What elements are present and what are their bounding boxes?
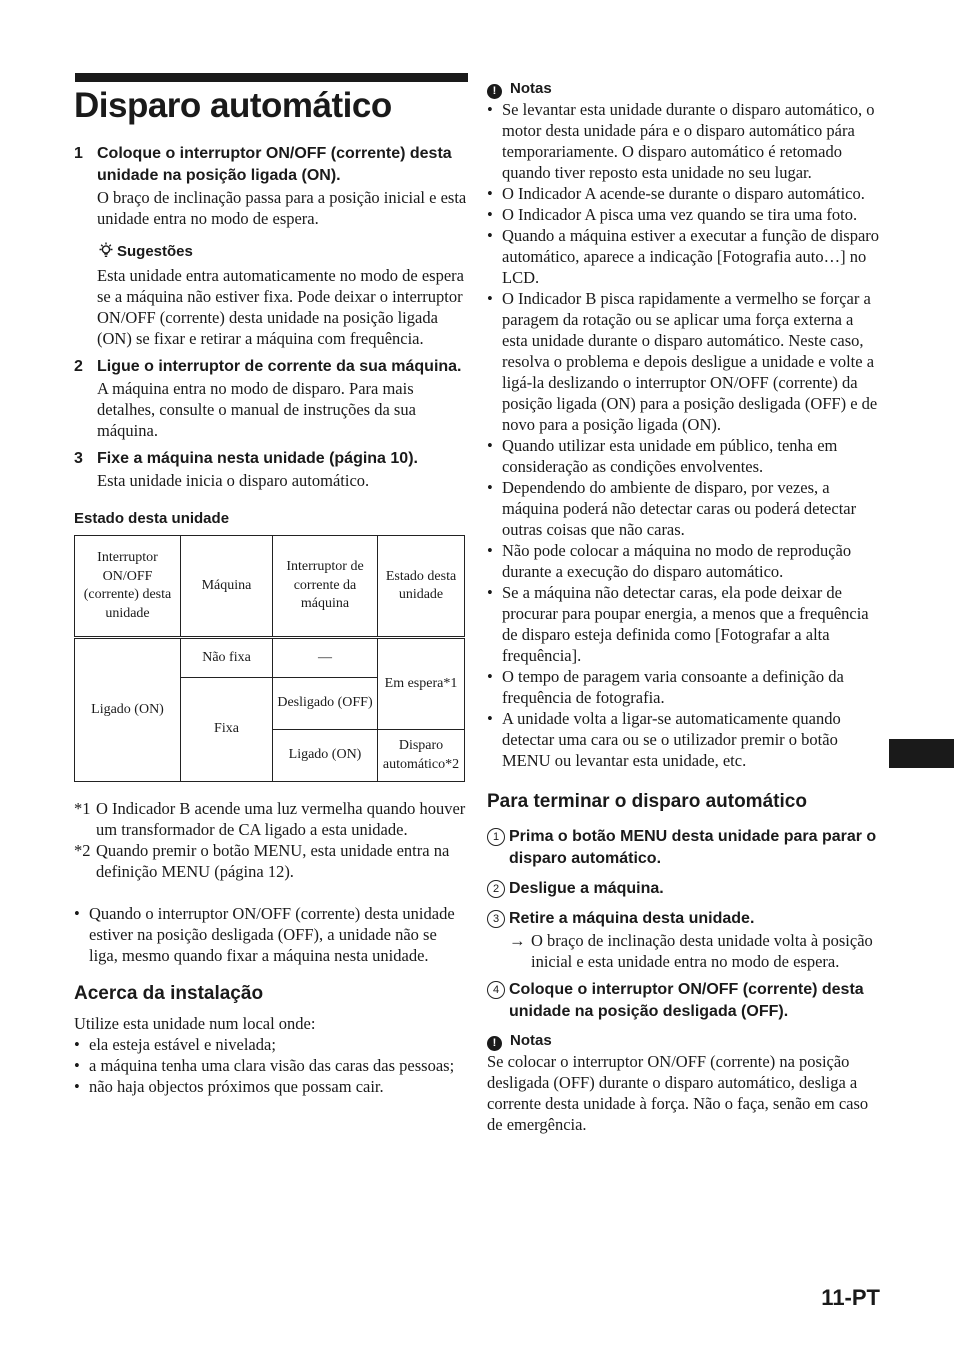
state-table-label: Estado desta unidade [74,510,230,527]
caution-icon: ! [487,1036,502,1051]
list-item: • Se levantar esta unidade durante o disparo automático, o motor desta unidade pára e o disparo automático pára temporariamente. O disparo automático é retomado quando tiver reposto esta unidade no seu lugar. [487,99,882,183]
list-item: • O Indicador B pisca rapidamente a vermelho se forçar a paragem da rotação ou se aplicar uma força externa a esta unidade durante o disparo automático. Neste caso, resolva o problema e depois desligue a unidade e volte a ligá-la deslizando o interruptor ON/OFF (corrente) da posição ligada (ON) para a posição desligada (OFF) e de novo para a posição ligada (ON). [487,288,882,435]
table-cell: Ligado (ON) [75,638,181,782]
step-3-body: Esta unidade inicia o disparo automático. [97,471,370,490]
table-cell: Ligado (ON) [273,730,378,782]
finish-result [509,930,882,972]
step-3 [74,448,468,491]
finish-step-text: Coloque o interruptor ON/OFF (corrente) desta unidade na posição desligada (OFF). [509,981,864,1020]
list-item: • a máquina tenha uma clara visão das caras das pessoas; [74,1055,468,1076]
finish-step-text: Retire a máquina desta unidade. [509,910,755,927]
step-2-heading: Ligue o interruptor de corrente da sua máquina. [97,358,462,375]
table-cell: Disparo automático*2 [378,730,465,782]
tips-block [74,241,468,349]
state-table [74,535,465,782]
step-2 [74,356,468,441]
installation-heading: Acerca da instalação [74,983,264,1004]
step-2-body: A máquina entra no modo de disparo. Para mais detalhes, consulte o manual de instruções da sua máquina. [97,379,416,440]
footnote-text: O Indicador B acende uma luz vermelha quando houver um transformador de CA ligado a esta unidade. [96,799,466,839]
lightbulb-icon [97,241,115,265]
step-1 [74,143,468,229]
table-cell: — [273,638,378,678]
table-cell: Desligado (OFF) [273,678,378,730]
footnotes [74,798,468,882]
finish-step-2 [487,878,882,900]
circled-number: 1 [487,828,505,846]
list-item: • Quando a máquina estiver a executar a função de disparo automático, aparece a indicação [Fotografia auto…] no LCD. [487,225,882,288]
list-item: • não haja objectos próximos que possam cair. [74,1076,468,1097]
finish-step-text: Prima o botão MENU desta unidade para parar o disparo automático. [509,828,877,867]
finish-step-3 [487,908,882,972]
list-item: • Não pode colocar a máquina no modo de reprodução durante a execução do disparo automático. [487,540,882,582]
title-rule [75,73,468,82]
step-3-heading: Fixe a máquina nesta unidade (página 10). [97,450,418,467]
list-item: • Dependendo do ambiente de disparo, por vezes, a máquina poderá não detectar caras ou poderá detectar outras coisas que não caras. [487,477,882,540]
list-item: • O Indicador A acende-se durante o disparo automático. [487,183,882,204]
footnote-mark: *1 [74,799,91,818]
step-1-number: 1 [74,145,83,162]
section-tab [889,739,954,768]
finish-step-4 [487,979,882,1023]
step-3-number: 3 [74,450,83,467]
page-title: Disparo automático [74,86,392,125]
notes-label: Notas [510,1032,552,1049]
footnote-text: Quando premir o botão MENU, esta unidade entra na definição MENU (página 12). [96,841,450,881]
step-1-heading: Coloque o interruptor ON/OFF (corrente) desta unidade na posição ligada (ON). [97,145,452,184]
finish-step-1 [487,826,882,870]
left-column [74,143,468,1097]
circled-number: 2 [487,880,505,898]
table-header-row [75,536,465,638]
notes-label: Notas [510,80,552,97]
tips-label: Sugestões [117,243,193,260]
page-number: 11-PT [821,1285,880,1310]
installation-intro: Utilize esta unidade num local onde: [74,1014,316,1033]
step-1-body: O braço de inclinação passa para a posição inicial e esta unidade entra no modo de espera. [97,188,467,228]
list-item: • O Indicador A pisca uma vez quando se tira uma foto. [487,204,882,225]
footnote-mark: *2 [74,841,91,860]
table-header: Interruptor ON/OFF (corrente) desta unidade [75,536,181,638]
notes-text: Se colocar o interruptor ON/OFF (corrente) na posição desligada (OFF) durante o disparo automático, desliga a corrente desta unidade à força. Não o faça, senão em caso de emergência. [487,1052,869,1134]
arrow-right-icon: → [509,931,526,950]
table-header: Interruptor de corrente da máquina [273,536,378,638]
list-item: • Se a máquina não detectar caras, ela pode deixar de procurar para poupar energia, a menos que a frequência de disparo esteja definida como [Fotografar a alta frequência]. [487,582,882,666]
list-item: • O tempo de paragem varia consoante a definição da frequência de fotografia. [487,666,882,708]
list-item: • ela esteja estável e nivelada; [74,1034,468,1055]
right-column [487,79,882,1135]
circled-number: 3 [487,910,505,928]
table-cell: Em espera*1 [378,638,465,730]
caution-icon: ! [487,84,502,99]
table-header: Máquina [181,536,273,638]
finish-heading: Para terminar o disparo automático [487,791,807,812]
step-2-number: 2 [74,358,83,375]
table-cell: Não fixa [181,638,273,678]
table-row [75,638,465,678]
finish-step-text: Desligue a máquina. [509,880,664,897]
list-item: • Quando o interruptor ON/OFF (corrente) desta unidade estiver na posição desligada (OFF), a unidade não se liga, mesmo quando fixar a máquina nesta unidade. [74,903,468,966]
list-item: • Quando utilizar esta unidade em público, tenha em consideração as condições envolventes. [487,435,882,477]
footnote [74,798,468,840]
notes-list [487,99,882,771]
table-header: Estado desta unidade [378,536,465,638]
table-cell: Fixa [181,678,273,782]
finish-result-text: O braço de inclinação desta unidade volta à posição inicial e esta unidade entra no modo de espera. [531,931,873,971]
circled-number: 4 [487,981,505,999]
tips-text: Esta unidade entra automaticamente no modo de espera se a máquina não estiver fixa. Pode deixar o interruptor ON/OFF (corrente) desta unidade na posição ligada (ON) se fixar e retirar a máquina com frequência. [97,266,464,348]
list-item: • A unidade volta a ligar-se automaticamente quando detectar uma cara ou se o utilizador premir o botão MENU ou levantar esta unidade, etc. [487,708,882,771]
footnote [74,840,468,882]
